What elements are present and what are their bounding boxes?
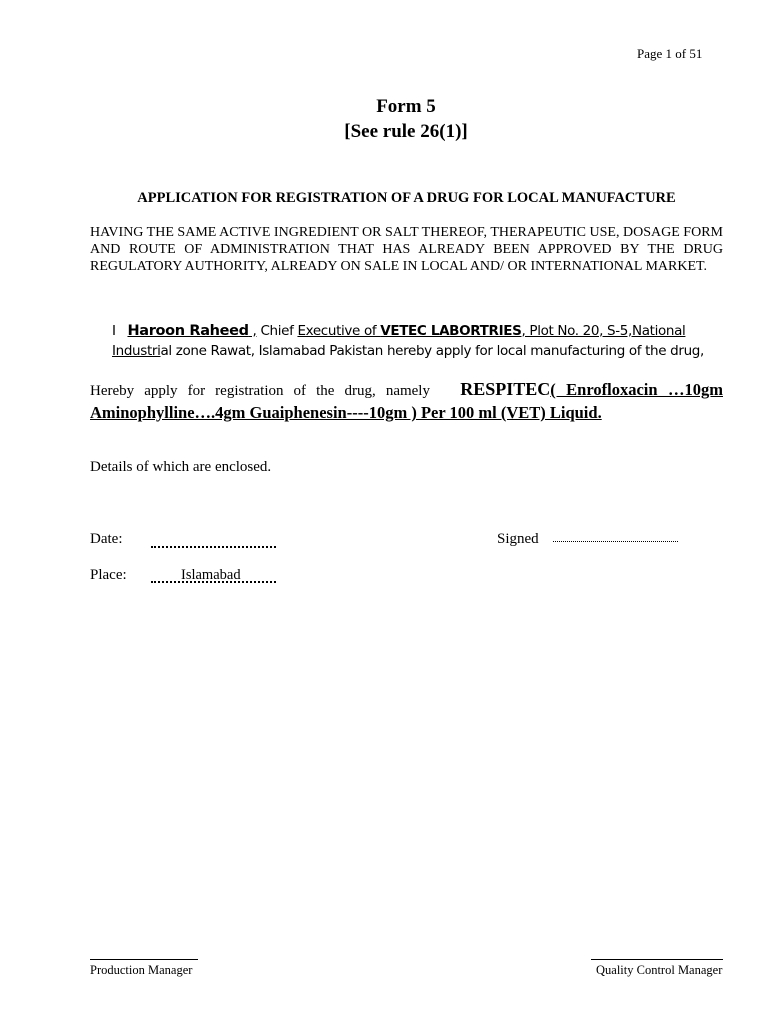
date-label: Date:	[90, 531, 123, 547]
production-signature-line	[90, 959, 198, 960]
quality-control-manager-label: Quality Control Manager	[596, 963, 723, 977]
applicant-executive-of: Executive of	[297, 323, 381, 339]
place-value: Islamabad	[181, 567, 241, 583]
applicant-pronoun: I	[112, 323, 116, 339]
enclosed-note: Details of which are enclosed.	[90, 459, 272, 475]
applicant-name: Haroon Raheed	[127, 323, 249, 339]
applicant-company: VETEC LABORTRIES	[380, 323, 522, 339]
signature-field[interactable]	[553, 541, 678, 542]
applicant-address-rest: al zone Rawat, Islamabad Pakistan hereby apply for local manufacturing of the drug,	[160, 343, 704, 359]
form-title: Form 5	[376, 96, 436, 117]
application-title: APPLICATION FOR REGISTRATION OF A DRUG FOR LOCAL MANUFACTURE	[137, 190, 676, 206]
drug-composition: ( Enrofloxacin …10gm Aminophylline….4gm Guaiphenesin----10gm ) Per 100 ml (VET) Liquid.	[90, 380, 723, 422]
form-heading	[0, 94, 768, 144]
drug-paragraph	[90, 379, 723, 425]
page-number: Page 1 of 51	[637, 46, 703, 61]
applicant-chief: Chief	[256, 323, 298, 339]
preamble-paragraph: HAVING THE SAME ACTIVE INGREDIENT OR SALT THEREOF, THERAPEUTIC USE, DOSAGE FORM AND ROUTE OF ADMINISTRATION THAT HAS ALREADY BEEN APPROVED BY THE DRUG REGULATORY AUTHORITY, ALREADY ON SALE IN LOCAL AND/ OR INTERNATIONAL MARKET.	[90, 225, 723, 274]
production-manager-label: Production Manager	[90, 963, 193, 977]
applicant-address-underlined: , Plot No. 20, S-5,National Industri	[112, 323, 686, 359]
place-field[interactable]	[151, 567, 276, 585]
drug-brand: RESPITEC	[460, 379, 551, 399]
form-rule: [See rule 26(1)]	[344, 121, 468, 142]
drug-intro: Hereby apply for registration of the drug, namely	[90, 383, 430, 399]
date-field[interactable]	[151, 546, 276, 548]
place-dotted-line	[151, 581, 276, 583]
signed-label: Signed	[497, 531, 539, 547]
applicant-paragraph	[112, 321, 727, 361]
place-label: Place:	[90, 567, 127, 583]
applicant-name-suffix: ,	[248, 323, 257, 339]
qc-signature-line	[591, 959, 723, 960]
